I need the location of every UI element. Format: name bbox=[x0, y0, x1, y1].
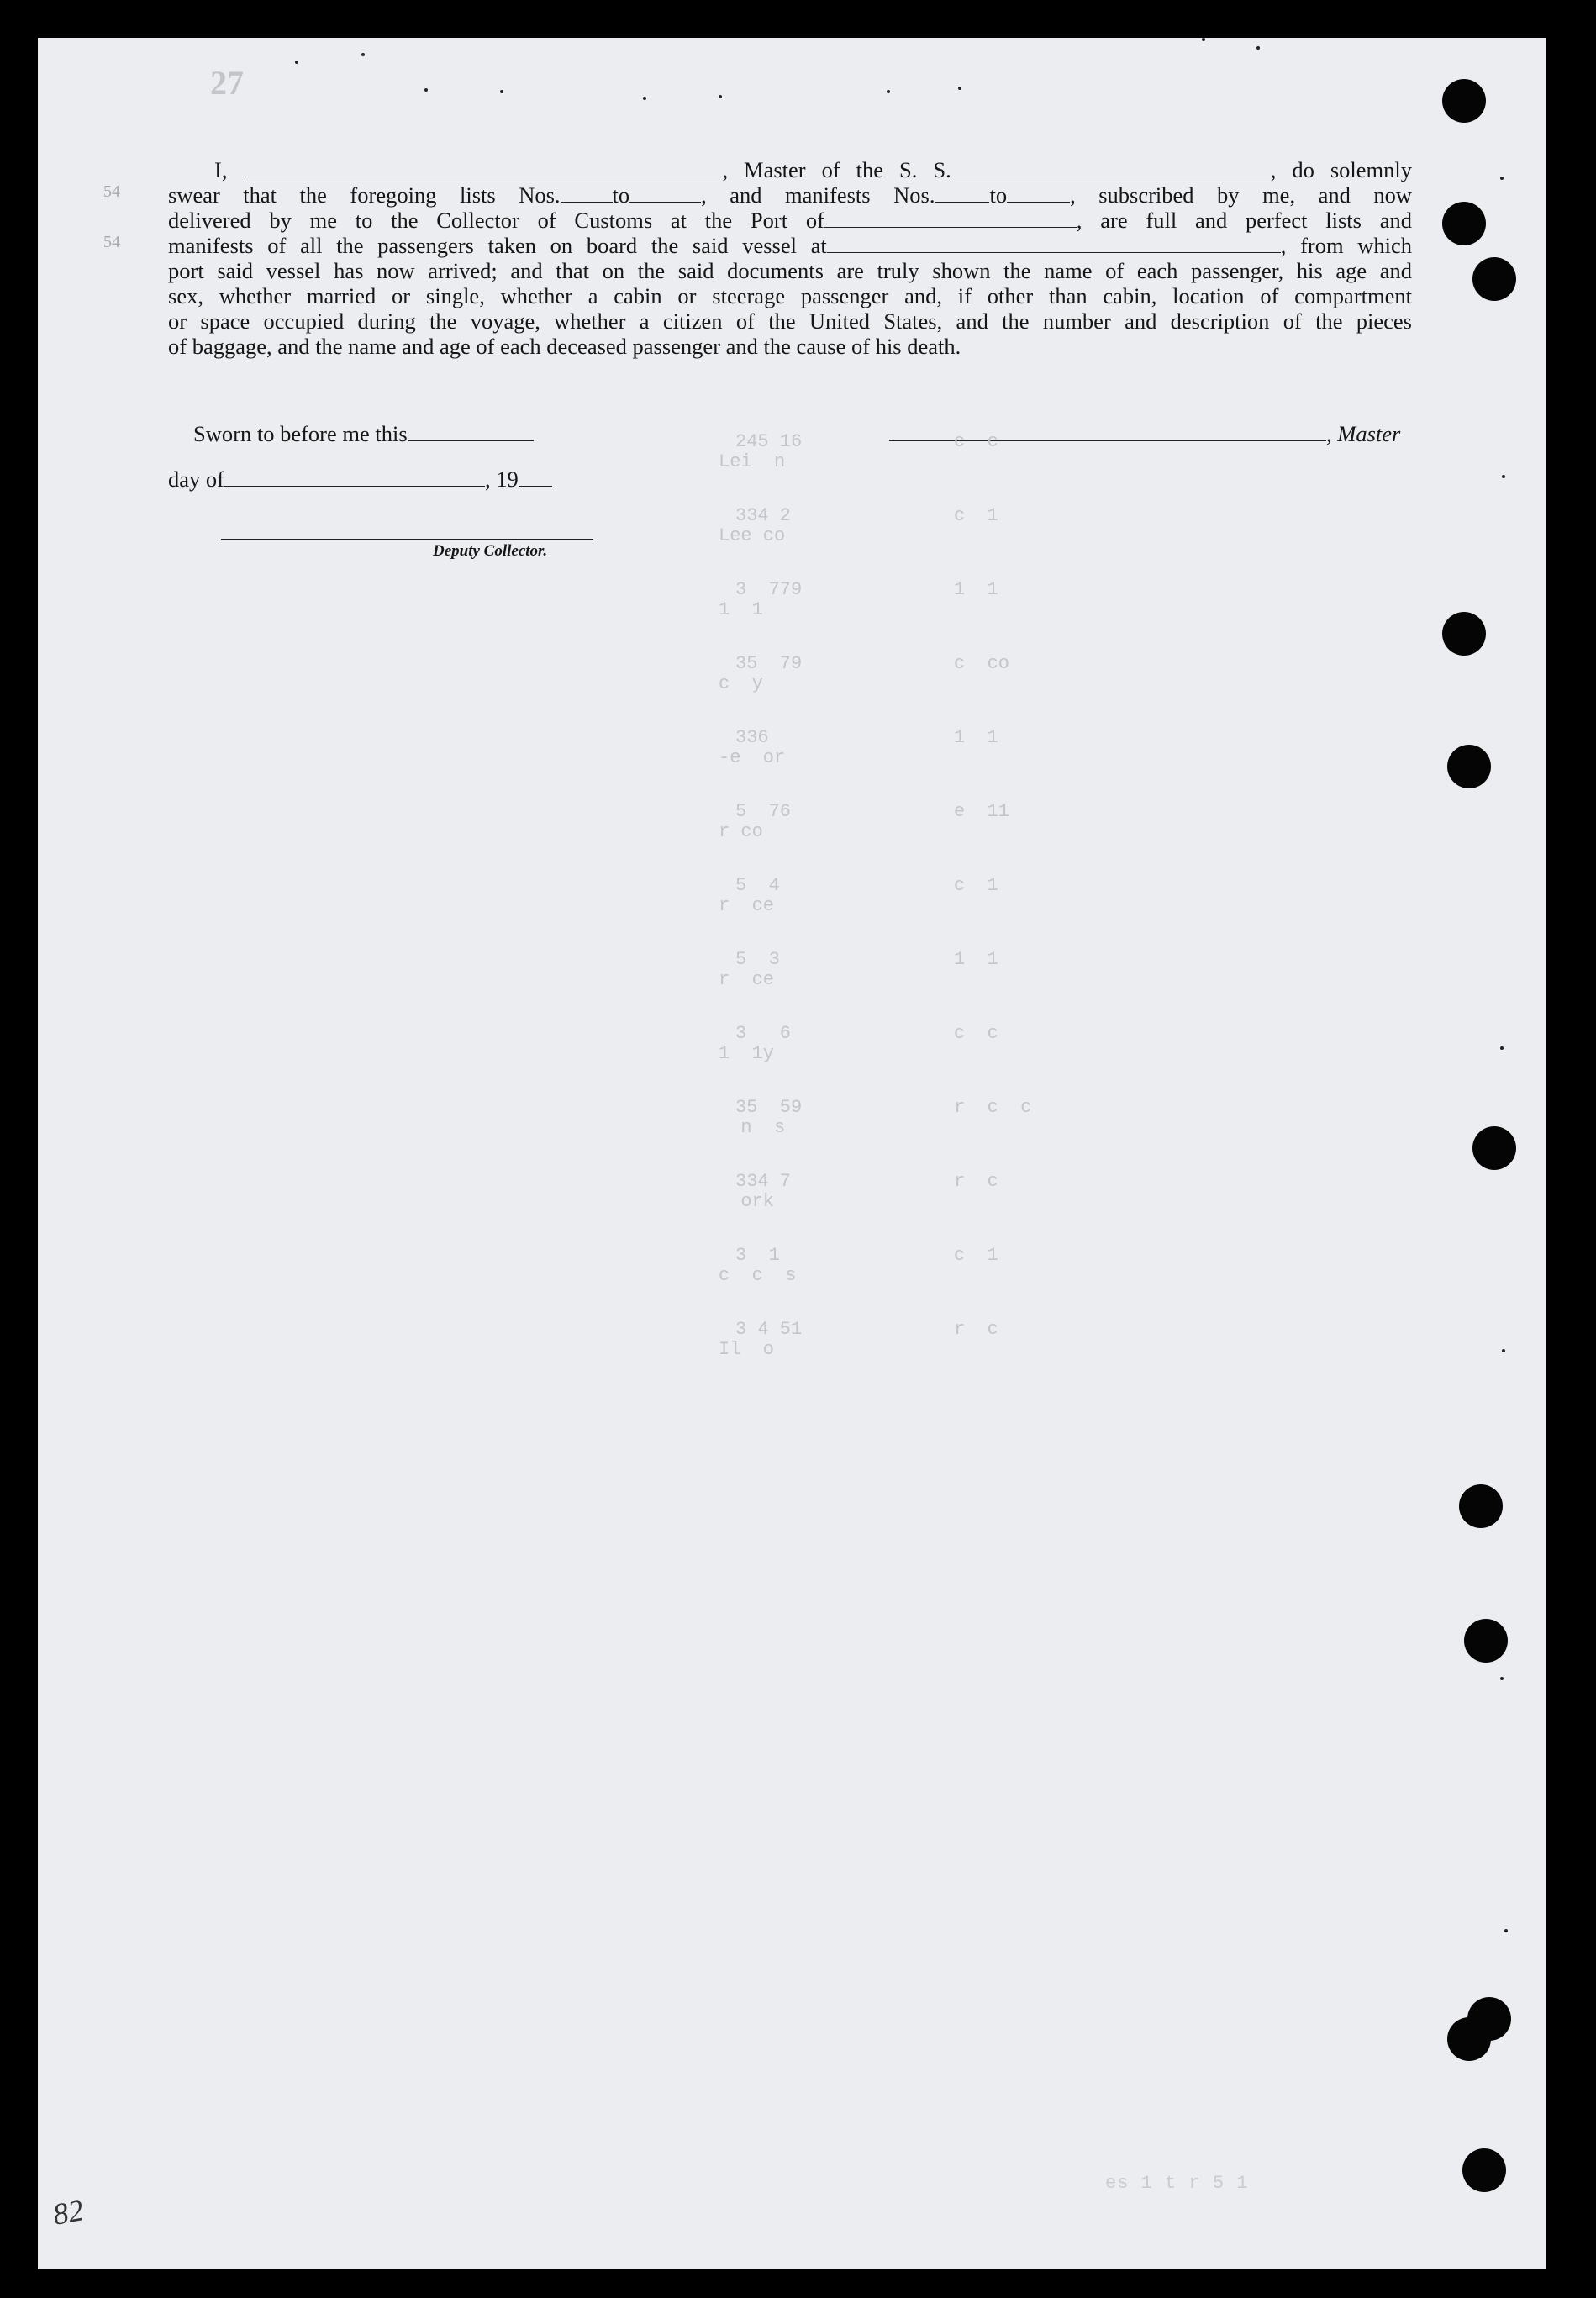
speck bbox=[958, 87, 961, 90]
bleed-through-mid: c 1 bbox=[954, 875, 998, 896]
bleed-through-footer: es 1 t r 5 1 bbox=[1105, 2173, 1249, 2194]
punch-hole bbox=[1462, 2148, 1506, 2192]
punch-hole bbox=[1442, 79, 1486, 123]
speck bbox=[424, 88, 428, 92]
bleed-through-mid: r c bbox=[954, 1319, 998, 1340]
deputy-collector-label: Deputy Collector. bbox=[433, 542, 548, 560]
bleed-through-number: 245 16 bbox=[735, 431, 803, 452]
bleed-through-place: 1 1 bbox=[719, 599, 763, 620]
speck bbox=[1202, 38, 1205, 41]
bleed-through-mid: r c bbox=[954, 1171, 998, 1192]
sheet-number: 82 bbox=[50, 2193, 87, 2232]
bleed-through-place: -e or bbox=[719, 747, 786, 768]
speck bbox=[1500, 177, 1504, 180]
punch-hole bbox=[1464, 1619, 1508, 1663]
bleed-through-place: 1 1y bbox=[719, 1043, 775, 1064]
bleed-through-number: 336 bbox=[735, 727, 769, 748]
bleed-through-mid: 1 1 bbox=[954, 727, 998, 748]
master-signature-line: , Master bbox=[889, 421, 1400, 447]
bleed-through-place: ork bbox=[719, 1191, 775, 1212]
bleed-through-mid: r c c bbox=[954, 1097, 1032, 1118]
speck bbox=[1500, 1046, 1504, 1050]
bleed-through-mid: e 11 bbox=[954, 801, 1010, 822]
oath-paragraph bbox=[168, 157, 1412, 359]
oath-line: port said vessel has now arrived; and that on the said documents are truly shown the name of each passenger, his age and bbox=[168, 258, 1412, 283]
speck bbox=[1256, 46, 1260, 50]
bleed-through-number: 3 6 bbox=[735, 1023, 792, 1044]
speck bbox=[719, 95, 722, 98]
bleed-through-mid: c c bbox=[954, 431, 998, 452]
bleed-through-number: 5 4 bbox=[735, 875, 780, 896]
bleed-through-place: Il o bbox=[719, 1339, 775, 1360]
punch-hole bbox=[1472, 1126, 1516, 1170]
punch-hole bbox=[1447, 2017, 1491, 2061]
bleed-through-place: c c s bbox=[719, 1265, 797, 1286]
punch-hole bbox=[1459, 1484, 1503, 1528]
sworn-line: Sworn to before me this bbox=[193, 421, 534, 447]
manifest-page bbox=[38, 38, 1546, 2269]
bleed-through-mid: c 1 bbox=[954, 1245, 998, 1266]
speck bbox=[295, 61, 298, 64]
speck bbox=[500, 90, 503, 93]
bleed-through-mid: 1 1 bbox=[954, 579, 998, 600]
oath-line: manifests of all the passengers taken on board the said vessel at , from which bbox=[168, 233, 1413, 258]
bleed-through-number: 35 79 bbox=[735, 653, 803, 674]
oath-line: sex, whether married or single, whether a cabin or steerage passenger and, if other than cabin, location of compartment bbox=[168, 283, 1412, 308]
speck bbox=[361, 53, 365, 56]
speck bbox=[1504, 1929, 1508, 1932]
bleed-through-place: r ce bbox=[719, 969, 775, 990]
pencil-page-mark: 27 bbox=[210, 64, 244, 102]
bleed-through-place: r co bbox=[719, 821, 763, 842]
speck bbox=[887, 90, 890, 93]
bleed-through-number: 5 3 bbox=[735, 949, 780, 970]
bleed-through-number: 3 1 bbox=[735, 1245, 780, 1266]
oath-line: delivered by me to the Collector of Customs at the Port of , are full and perfect lists and bbox=[168, 208, 1412, 233]
punch-hole bbox=[1472, 257, 1516, 301]
bleed-through-number: 3 779 bbox=[735, 579, 803, 600]
bleed-through-mid: c c bbox=[954, 1023, 998, 1044]
bleed-through-number: 3 4 51 bbox=[735, 1319, 803, 1340]
bleed-through-number: 5 76 bbox=[735, 801, 792, 822]
speck bbox=[1502, 475, 1505, 478]
oath-line: or space occupied during the voyage, whether a citizen of the United States, and the number and description of the pieces bbox=[168, 308, 1412, 334]
speck bbox=[1502, 1349, 1505, 1352]
bleed-through-place: c y bbox=[719, 673, 763, 694]
bleed-through-place: n s bbox=[719, 1117, 786, 1138]
bleed-through-number: 334 2 bbox=[735, 505, 792, 526]
bleed-through-place: r ce bbox=[719, 895, 775, 916]
oath-line: of baggage, and the name and age of each deceased passenger and the cause of his death. bbox=[168, 334, 961, 359]
oath-line: swear that the foregoing lists Nos. to , and manifests Nos. to , subscribed by me, and now bbox=[168, 182, 1412, 208]
punch-hole bbox=[1442, 612, 1486, 656]
day-of-line: day of , 19 bbox=[168, 466, 552, 493]
bleed-through-number: 35 59 bbox=[735, 1097, 803, 1118]
bleed-through-mid: c 1 bbox=[954, 505, 998, 526]
speck bbox=[1500, 1677, 1504, 1680]
punch-hole bbox=[1447, 745, 1491, 788]
bleed-through-mid: c co bbox=[954, 653, 1010, 674]
speck bbox=[643, 97, 646, 100]
deputy-signature-rule bbox=[221, 539, 593, 540]
bleed-through-number: 334 7 bbox=[735, 1171, 792, 1192]
punch-hole bbox=[1442, 202, 1486, 245]
bleed-through-mid: 1 1 bbox=[954, 949, 998, 970]
oath-line: I, , Master of the S. S. , do solemnly bbox=[214, 157, 1413, 182]
margin-number: 54 bbox=[103, 182, 120, 201]
bleed-through-place: Lee co bbox=[719, 525, 786, 546]
bleed-through-place: Lei n bbox=[719, 451, 786, 472]
margin-number: 54 bbox=[103, 233, 120, 251]
